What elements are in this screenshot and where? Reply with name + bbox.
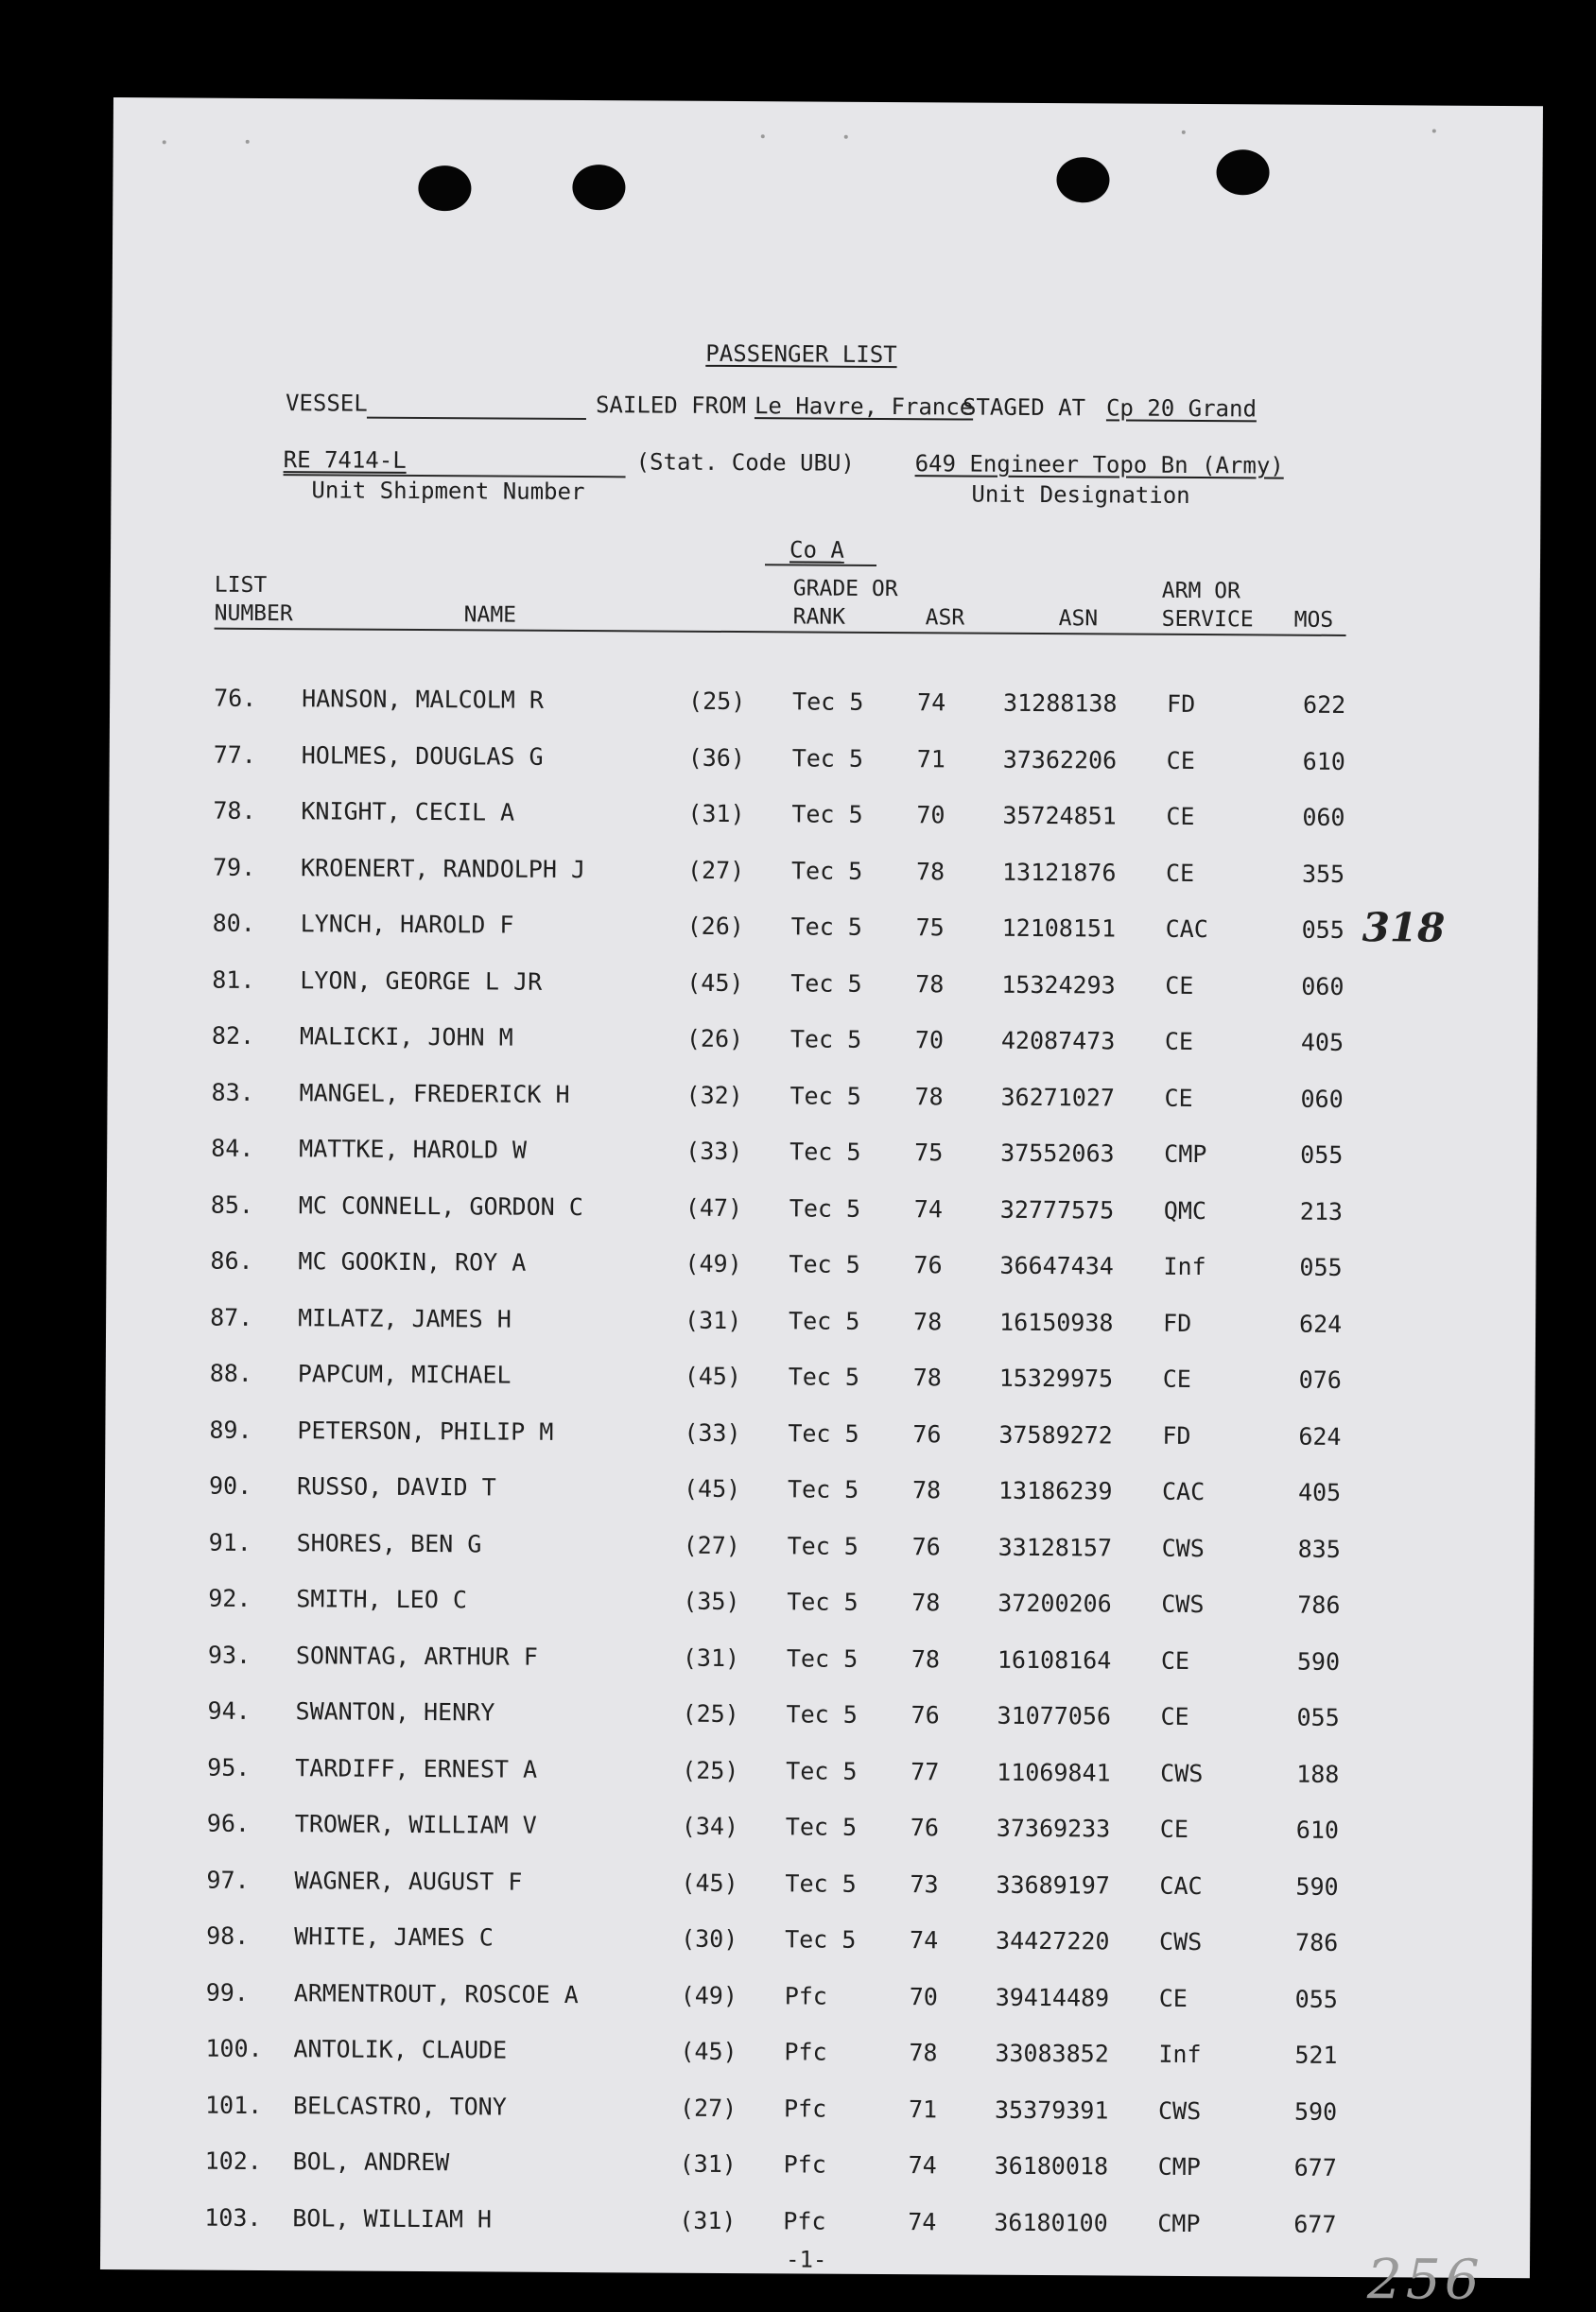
table-row (107, 1077, 1536, 1114)
cell-list-number: 99. (205, 1978, 250, 2007)
cell-passenger-name: MATTKE, HAROLD W (299, 1135, 528, 1164)
cell-age: (45) (686, 968, 744, 997)
cell-asn: 33083852 (995, 2039, 1109, 2068)
cell-grade: Tec 5 (786, 1643, 859, 1673)
cell-age: (47) (685, 1193, 743, 1222)
cell-mos: 590 (1296, 1647, 1341, 1676)
cell-arm-service: CE (1159, 1815, 1189, 1843)
cell-grade: Tec 5 (786, 1700, 858, 1729)
cell-grade: Tec 5 (788, 1418, 859, 1448)
col-header-service: SERVICE (1161, 606, 1254, 633)
cell-grade: Tec 5 (788, 1363, 860, 1391)
cell-passenger-name: TROWER, WILLIAM V (294, 1810, 537, 1839)
table-row (108, 965, 1537, 1001)
cell-asr: 74 (910, 1926, 939, 1955)
cell-grade: Pfc (784, 1981, 827, 2010)
cell-mos: 055 (1299, 1253, 1343, 1281)
cell-mos: 060 (1301, 972, 1344, 1000)
cell-list-number: 80. (212, 909, 255, 937)
cell-list-number: 77. (213, 740, 257, 769)
cell-age: (31) (679, 2149, 737, 2179)
cell-asn: 15324293 (1001, 970, 1116, 999)
cell-age: (33) (685, 1137, 743, 1166)
table-row (110, 684, 1539, 721)
cell-list-number: 90. (208, 1471, 252, 1500)
cell-asn: 37369233 (996, 1814, 1111, 1843)
table-row (101, 2090, 1531, 2127)
shipment-number: RE 7414-L (283, 446, 407, 474)
cell-asr: 78 (912, 1364, 942, 1392)
cell-grade: Tec 5 (789, 1250, 860, 1278)
cell-grade: Tec 5 (785, 1813, 858, 1841)
table-row (104, 1640, 1534, 1677)
cell-passenger-name: HOLMES, DOUGLAS G (301, 740, 544, 771)
cell-arm-service: CE (1166, 802, 1195, 830)
table-row (109, 909, 1538, 946)
speck (1182, 130, 1186, 134)
cell-grade: Tec 5 (789, 1193, 861, 1223)
col-header-arm-or: ARM OR (1161, 578, 1241, 604)
cell-grade: Pfc (783, 2094, 827, 2123)
cell-grade: Tec 5 (785, 1869, 857, 1898)
cell-age: (45) (683, 1474, 741, 1504)
cell-mos: 610 (1295, 1816, 1340, 1844)
cell-mos: 055 (1300, 1140, 1344, 1169)
cell-passenger-name: HANSON, MALCOLM R (302, 685, 545, 714)
cell-age: (45) (680, 2037, 737, 2066)
cell-passenger-name: MC CONNELL, GORDON C (298, 1191, 583, 1221)
cell-age: (31) (685, 1306, 742, 1334)
cell-passenger-name: KROENERT, RANDOLPH J (300, 853, 586, 883)
sailed-from-label: SAILED FROM (595, 391, 747, 420)
cell-asr: 70 (916, 801, 945, 829)
cell-asn: 15329975 (998, 1364, 1114, 1393)
cell-arm-service: Inf (1158, 2040, 1202, 2069)
cell-arm-service: FD (1163, 1309, 1192, 1337)
cell-arm-service: CE (1160, 1702, 1189, 1730)
cell-asr: 78 (911, 1589, 941, 1617)
punch-hole-1 (418, 165, 471, 211)
vessel-label: VESSEL (285, 390, 368, 417)
cell-passenger-name: RUSSO, DAVID T (296, 1472, 496, 1502)
cell-passenger-name: SMITH, LEO C (296, 1585, 468, 1614)
table-row (107, 1190, 1536, 1226)
cell-passenger-name: LYNCH, HAROLD F (300, 910, 514, 939)
cell-arm-service: CWS (1157, 2096, 1202, 2125)
speck (163, 140, 166, 144)
cell-mos: 055 (1301, 915, 1344, 944)
cell-asr: 78 (915, 857, 945, 885)
cell-passenger-name: LYON, GEORGE L JR (300, 965, 543, 996)
cell-asr: 78 (911, 1644, 941, 1673)
sailed-from-value: Le Havre, France (754, 392, 974, 421)
cell-age: (26) (686, 912, 744, 941)
cell-asn: 42087473 (1000, 1026, 1116, 1055)
handwritten-number: 256 (1366, 2247, 1483, 2312)
cell-asr: 71 (908, 2095, 938, 2123)
cell-grade: Pfc (783, 2206, 826, 2235)
cell-grade: Tec 5 (789, 1025, 862, 1053)
cell-grade: Tec 5 (792, 687, 864, 716)
cell-grade: Tec 5 (789, 1081, 861, 1110)
col-header-asn: ASN (1058, 606, 1099, 632)
cell-passenger-name: SWANTON, HENRY (295, 1697, 495, 1727)
table-row (102, 1865, 1532, 1902)
staged-at-label: STAGED AT (962, 393, 1086, 422)
cell-list-number: 85. (210, 1191, 254, 1219)
staged-at-value: Cp 20 Grand (1105, 394, 1258, 423)
cell-list-number: 87. (210, 1303, 253, 1331)
cell-asn: 11069841 (997, 1758, 1111, 1786)
cell-asr: 77 (911, 1757, 940, 1785)
cell-asr: 74 (908, 2207, 937, 2235)
cell-asn: 16150938 (999, 1308, 1114, 1336)
cell-passenger-name: BOL, WILLIAM H (292, 2203, 493, 2233)
cell-mos: 677 (1293, 2153, 1337, 2182)
cell-list-number: 100. (205, 2034, 263, 2063)
cell-list-number: 94. (207, 1696, 251, 1725)
cell-grade: Tec 5 (786, 1756, 858, 1785)
cell-list-number: 98. (206, 1921, 250, 1950)
cell-grade: Tec 5 (789, 1306, 860, 1335)
col-header-grade-or: GRADE OR (792, 576, 898, 602)
cell-arm-service: CE (1158, 1984, 1188, 2012)
cell-mos: 677 (1293, 2210, 1337, 2238)
document-title: PASSENGER LIST (705, 339, 897, 369)
cell-mos: 590 (1295, 1872, 1339, 1901)
cell-asr: 73 (910, 1869, 939, 1898)
table-row (109, 796, 1538, 833)
table-row (110, 739, 1539, 776)
cell-asn: 16108164 (997, 1645, 1112, 1674)
cell-age: (25) (682, 1756, 739, 1784)
cell-age: (27) (683, 1531, 740, 1559)
table-row (105, 1527, 1535, 1564)
cell-arm-service: CMP (1164, 1139, 1207, 1169)
cell-arm-service: CE (1165, 971, 1194, 1000)
cell-arm-service: Inf (1163, 1252, 1206, 1281)
cell-age: (49) (680, 1981, 738, 2009)
cell-mos: 076 (1298, 1365, 1342, 1394)
cell-age: (30) (681, 1924, 738, 1954)
cell-arm-service: FD (1162, 1421, 1191, 1450)
stat-code: (Stat. Code UBU) (635, 448, 855, 477)
cell-grade: Pfc (783, 2150, 826, 2179)
cell-arm-service: CWS (1159, 1927, 1203, 1956)
cell-age: (26) (685, 1024, 744, 1053)
cell-mos: 405 (1300, 1028, 1344, 1056)
cell-asr: 78 (911, 1476, 942, 1504)
cell-arm-service: CWS (1161, 1590, 1205, 1619)
cell-asn: 34427220 (996, 1926, 1110, 1956)
table-row (108, 1021, 1537, 1058)
cell-asn: 33128157 (998, 1533, 1113, 1561)
speck (246, 140, 250, 144)
cell-arm-service: FD (1167, 689, 1196, 719)
speck (1432, 130, 1436, 133)
cell-asn: 33689197 (996, 1870, 1110, 1899)
cell-arm-service: CAC (1165, 914, 1208, 944)
cell-asn: 32777575 (999, 1195, 1115, 1224)
cell-age: (27) (679, 2094, 737, 2122)
cell-asr: 74 (908, 2151, 937, 2180)
cell-passenger-name: PETERSON, PHILIP M (297, 1416, 554, 1446)
cell-arm-service: CWS (1161, 1534, 1205, 1562)
page-number: -1- (785, 2246, 827, 2273)
punch-hole-4 (1216, 149, 1269, 195)
table-row (107, 1134, 1536, 1171)
cell-grade: Tec 5 (790, 856, 863, 885)
cell-asn: 37552063 (1000, 1139, 1115, 1168)
cell-grade: Tec 5 (787, 1475, 859, 1504)
cell-list-number: 95. (207, 1753, 251, 1782)
cell-grade: Tec 5 (791, 800, 863, 828)
cell-list-number: 84. (211, 1134, 254, 1162)
cell-asr: 75 (915, 913, 945, 942)
cell-arm-service: CE (1165, 859, 1195, 887)
cell-asr: 71 (916, 744, 945, 773)
punch-hole-3 (1056, 157, 1109, 202)
cell-list-number: 76. (214, 684, 257, 712)
cell-mos: 786 (1297, 1591, 1341, 1619)
cell-passenger-name: MC GOOKIN, ROY A (298, 1247, 527, 1277)
cell-list-number: 96. (206, 1809, 251, 1837)
cell-age: (32) (685, 1081, 743, 1109)
cell-asr: 76 (912, 1419, 942, 1448)
table-row (103, 1809, 1533, 1846)
cell-list-number: 92. (208, 1584, 252, 1612)
cell-passenger-name: WAGNER, AUGUST F (294, 1866, 523, 1896)
cell-passenger-name: TARDIFF, ERNEST A (295, 1753, 538, 1783)
table-row (103, 1752, 1533, 1789)
col-header-arm (1162, 577, 1254, 634)
cell-list-number: 86. (210, 1246, 253, 1275)
cell-asn: 39414489 (995, 1983, 1110, 2011)
cell-passenger-name: KNIGHT, CECIL A (301, 797, 515, 826)
cell-grade: Tec 5 (787, 1588, 859, 1616)
cell-mos: 060 (1302, 803, 1345, 831)
cell-age: (34) (681, 1812, 739, 1841)
cell-arm-service: QMC (1163, 1196, 1207, 1225)
shipment-number-caption: Unit Shipment Number (311, 477, 585, 506)
cell-asr: 78 (909, 2039, 938, 2067)
cell-arm-service: CE (1164, 1027, 1194, 1055)
col-header-list-number (215, 571, 293, 629)
speck (844, 135, 848, 139)
col-header-list: LIST (214, 572, 268, 599)
speck (761, 134, 765, 138)
cell-list-number: 101. (204, 2091, 263, 2119)
cell-mos: 786 (1295, 1928, 1339, 1956)
col-header-grade (793, 574, 898, 632)
cell-grade: Pfc (784, 2038, 827, 2066)
cell-asn: 36180018 (994, 2151, 1109, 2181)
cell-asn: 36271027 (1000, 1083, 1116, 1111)
cell-grade: Tec 5 (790, 913, 863, 941)
cell-asn: 13186239 (998, 1476, 1113, 1505)
cell-list-number: 91. (208, 1528, 252, 1556)
cell-mos: 624 (1299, 1310, 1343, 1338)
cell-list-number: 102. (204, 2147, 262, 2175)
cell-arm-service: CMP (1157, 2152, 1201, 2182)
cell-grade: Tec 5 (787, 1531, 859, 1560)
cell-asr: 78 (914, 1082, 944, 1110)
cell-passenger-name: MANGEL, FREDERICK H (299, 1078, 570, 1108)
cell-mos: 055 (1296, 1703, 1340, 1731)
cell-age: (45) (684, 1362, 742, 1391)
cell-list-number: 83. (211, 1078, 254, 1106)
table-row (105, 1471, 1535, 1508)
cell-passenger-name: SHORES, BEN G (296, 1528, 482, 1557)
cell-asn: 36647434 (999, 1251, 1114, 1280)
unit-designation-caption: Unit Designation (971, 480, 1190, 509)
cell-arm-service: CE (1166, 746, 1195, 774)
cell-mos: 521 (1294, 2041, 1338, 2069)
cell-grade: Tec 5 (791, 743, 864, 773)
unit-designation: 649 Engineer Topo Bn (Army) (914, 450, 1284, 479)
cell-arm-service: CAC (1159, 1871, 1203, 1900)
cell-mos: 355 (1301, 860, 1345, 888)
cell-asn: 12108151 (1001, 913, 1117, 943)
cell-age: (27) (686, 856, 745, 884)
cell-asn: 31288138 (1003, 688, 1118, 718)
cell-asn: 37362206 (1002, 745, 1118, 774)
cell-mos: 055 (1294, 1985, 1338, 2013)
document-page (100, 97, 1543, 2312)
cell-list-number: 93. (207, 1641, 252, 1669)
company-underline (765, 564, 876, 566)
cell-passenger-name: MILATZ, JAMES H (298, 1303, 512, 1333)
table-row (103, 1696, 1533, 1733)
cell-mos: 590 (1293, 2097, 1338, 2126)
cell-list-number: 103. (204, 2203, 262, 2232)
cell-mos: 405 (1297, 1478, 1342, 1506)
vessel-blank-line (367, 417, 586, 420)
cell-asr: 76 (913, 1251, 943, 1279)
cell-asr: 76 (910, 1814, 940, 1842)
col-header-rank: RANK (792, 604, 846, 630)
table-row (104, 1584, 1534, 1621)
cell-passenger-name: BELCASTRO, TONY (292, 2091, 507, 2121)
cell-grade: Tec 5 (785, 1925, 857, 1954)
col-header-number: NUMBER (214, 600, 293, 627)
stamped-number: 318 (1362, 904, 1446, 951)
cell-asn: 35724851 (1002, 801, 1117, 830)
table-row (100, 2202, 1530, 2239)
cell-passenger-name: WHITE, JAMES C (294, 1922, 494, 1952)
table-row (102, 1921, 1532, 1958)
cell-passenger-name: ANTOLIK, CLAUDE (293, 2035, 508, 2064)
cell-asr: 74 (913, 1194, 944, 1223)
cell-age: (36) (687, 743, 746, 772)
cell-passenger-name: BOL, ANDREW (292, 2147, 450, 2177)
cell-asr: 78 (915, 969, 945, 998)
table-row (106, 1302, 1535, 1339)
cell-asr: 70 (909, 1982, 938, 2010)
cell-mos: 213 (1299, 1197, 1344, 1226)
cell-age: (45) (681, 1869, 738, 1897)
cell-list-number: 81. (212, 965, 255, 994)
cell-passenger-name: SONNTAG, ARTHUR F (295, 1641, 538, 1671)
table-row (101, 2034, 1531, 2071)
company: Co A (789, 536, 844, 564)
cell-asn: 37589272 (998, 1420, 1113, 1449)
col-header-mos: MOS (1293, 607, 1334, 633)
cell-mos: 835 (1297, 1535, 1341, 1563)
cell-asr: 76 (911, 1532, 941, 1560)
cell-mos: 610 (1302, 747, 1345, 775)
col-header-asr: ASR (925, 605, 965, 631)
col-header-name: NAME (463, 602, 517, 628)
cell-asr: 74 (917, 688, 946, 717)
cell-mos: 188 (1296, 1760, 1340, 1788)
cell-age: (31) (682, 1643, 740, 1672)
cell-list-number: 89. (209, 1416, 252, 1444)
cell-arm-service: CWS (1160, 1759, 1204, 1787)
table-row (101, 2147, 1531, 2183)
cell-mos: 624 (1298, 1422, 1342, 1451)
cell-list-number: 97. (206, 1866, 250, 1894)
cell-asn: 13121876 (1001, 858, 1117, 886)
table-row (102, 1977, 1532, 2014)
cell-grade: Tec 5 (789, 1138, 861, 1166)
cell-asn: 35379391 (994, 2095, 1109, 2124)
cell-age: (31) (679, 2206, 737, 2234)
cell-passenger-name: PAPCUM, MICHAEL (297, 1360, 512, 1389)
cell-age: (25) (682, 1699, 739, 1729)
cell-age: (31) (687, 799, 745, 828)
cell-age: (35) (683, 1587, 740, 1616)
cell-passenger-name: MALICKI, JOHN M (299, 1022, 513, 1052)
cell-asr: 76 (911, 1701, 940, 1730)
cell-arm-service: CE (1162, 1365, 1191, 1393)
cell-mos: 060 (1300, 1085, 1344, 1113)
table-row (106, 1246, 1535, 1283)
cell-list-number: 79. (212, 853, 256, 881)
cell-age: (49) (685, 1249, 742, 1278)
cell-arm-service: CE (1160, 1646, 1190, 1675)
cell-mos: 622 (1303, 690, 1346, 719)
punch-hole-2 (572, 165, 625, 210)
table-row (109, 852, 1538, 889)
cell-asn: 36180100 (994, 2208, 1108, 2236)
cell-asn: 37200206 (998, 1589, 1112, 1618)
table-row (105, 1415, 1535, 1452)
cell-asn: 31077056 (997, 1701, 1112, 1730)
cell-list-number: 88. (209, 1359, 253, 1387)
cell-age: (33) (684, 1418, 741, 1447)
cell-grade: Tec 5 (790, 968, 862, 998)
cell-passenger-name: ARMENTROUT, ROSCOE A (293, 1978, 579, 2008)
cell-asr: 75 (914, 1139, 944, 1167)
cell-asr: 70 (914, 1026, 945, 1054)
cell-list-number: 78. (213, 796, 256, 825)
cell-arm-service: CE (1164, 1084, 1193, 1112)
cell-list-number: 82. (211, 1021, 255, 1050)
cell-age: (25) (688, 687, 746, 716)
cell-arm-service: CMP (1157, 2209, 1201, 2237)
table-row (106, 1359, 1535, 1396)
cell-asr: 78 (913, 1307, 943, 1335)
cell-arm-service: CAC (1161, 1477, 1206, 1506)
